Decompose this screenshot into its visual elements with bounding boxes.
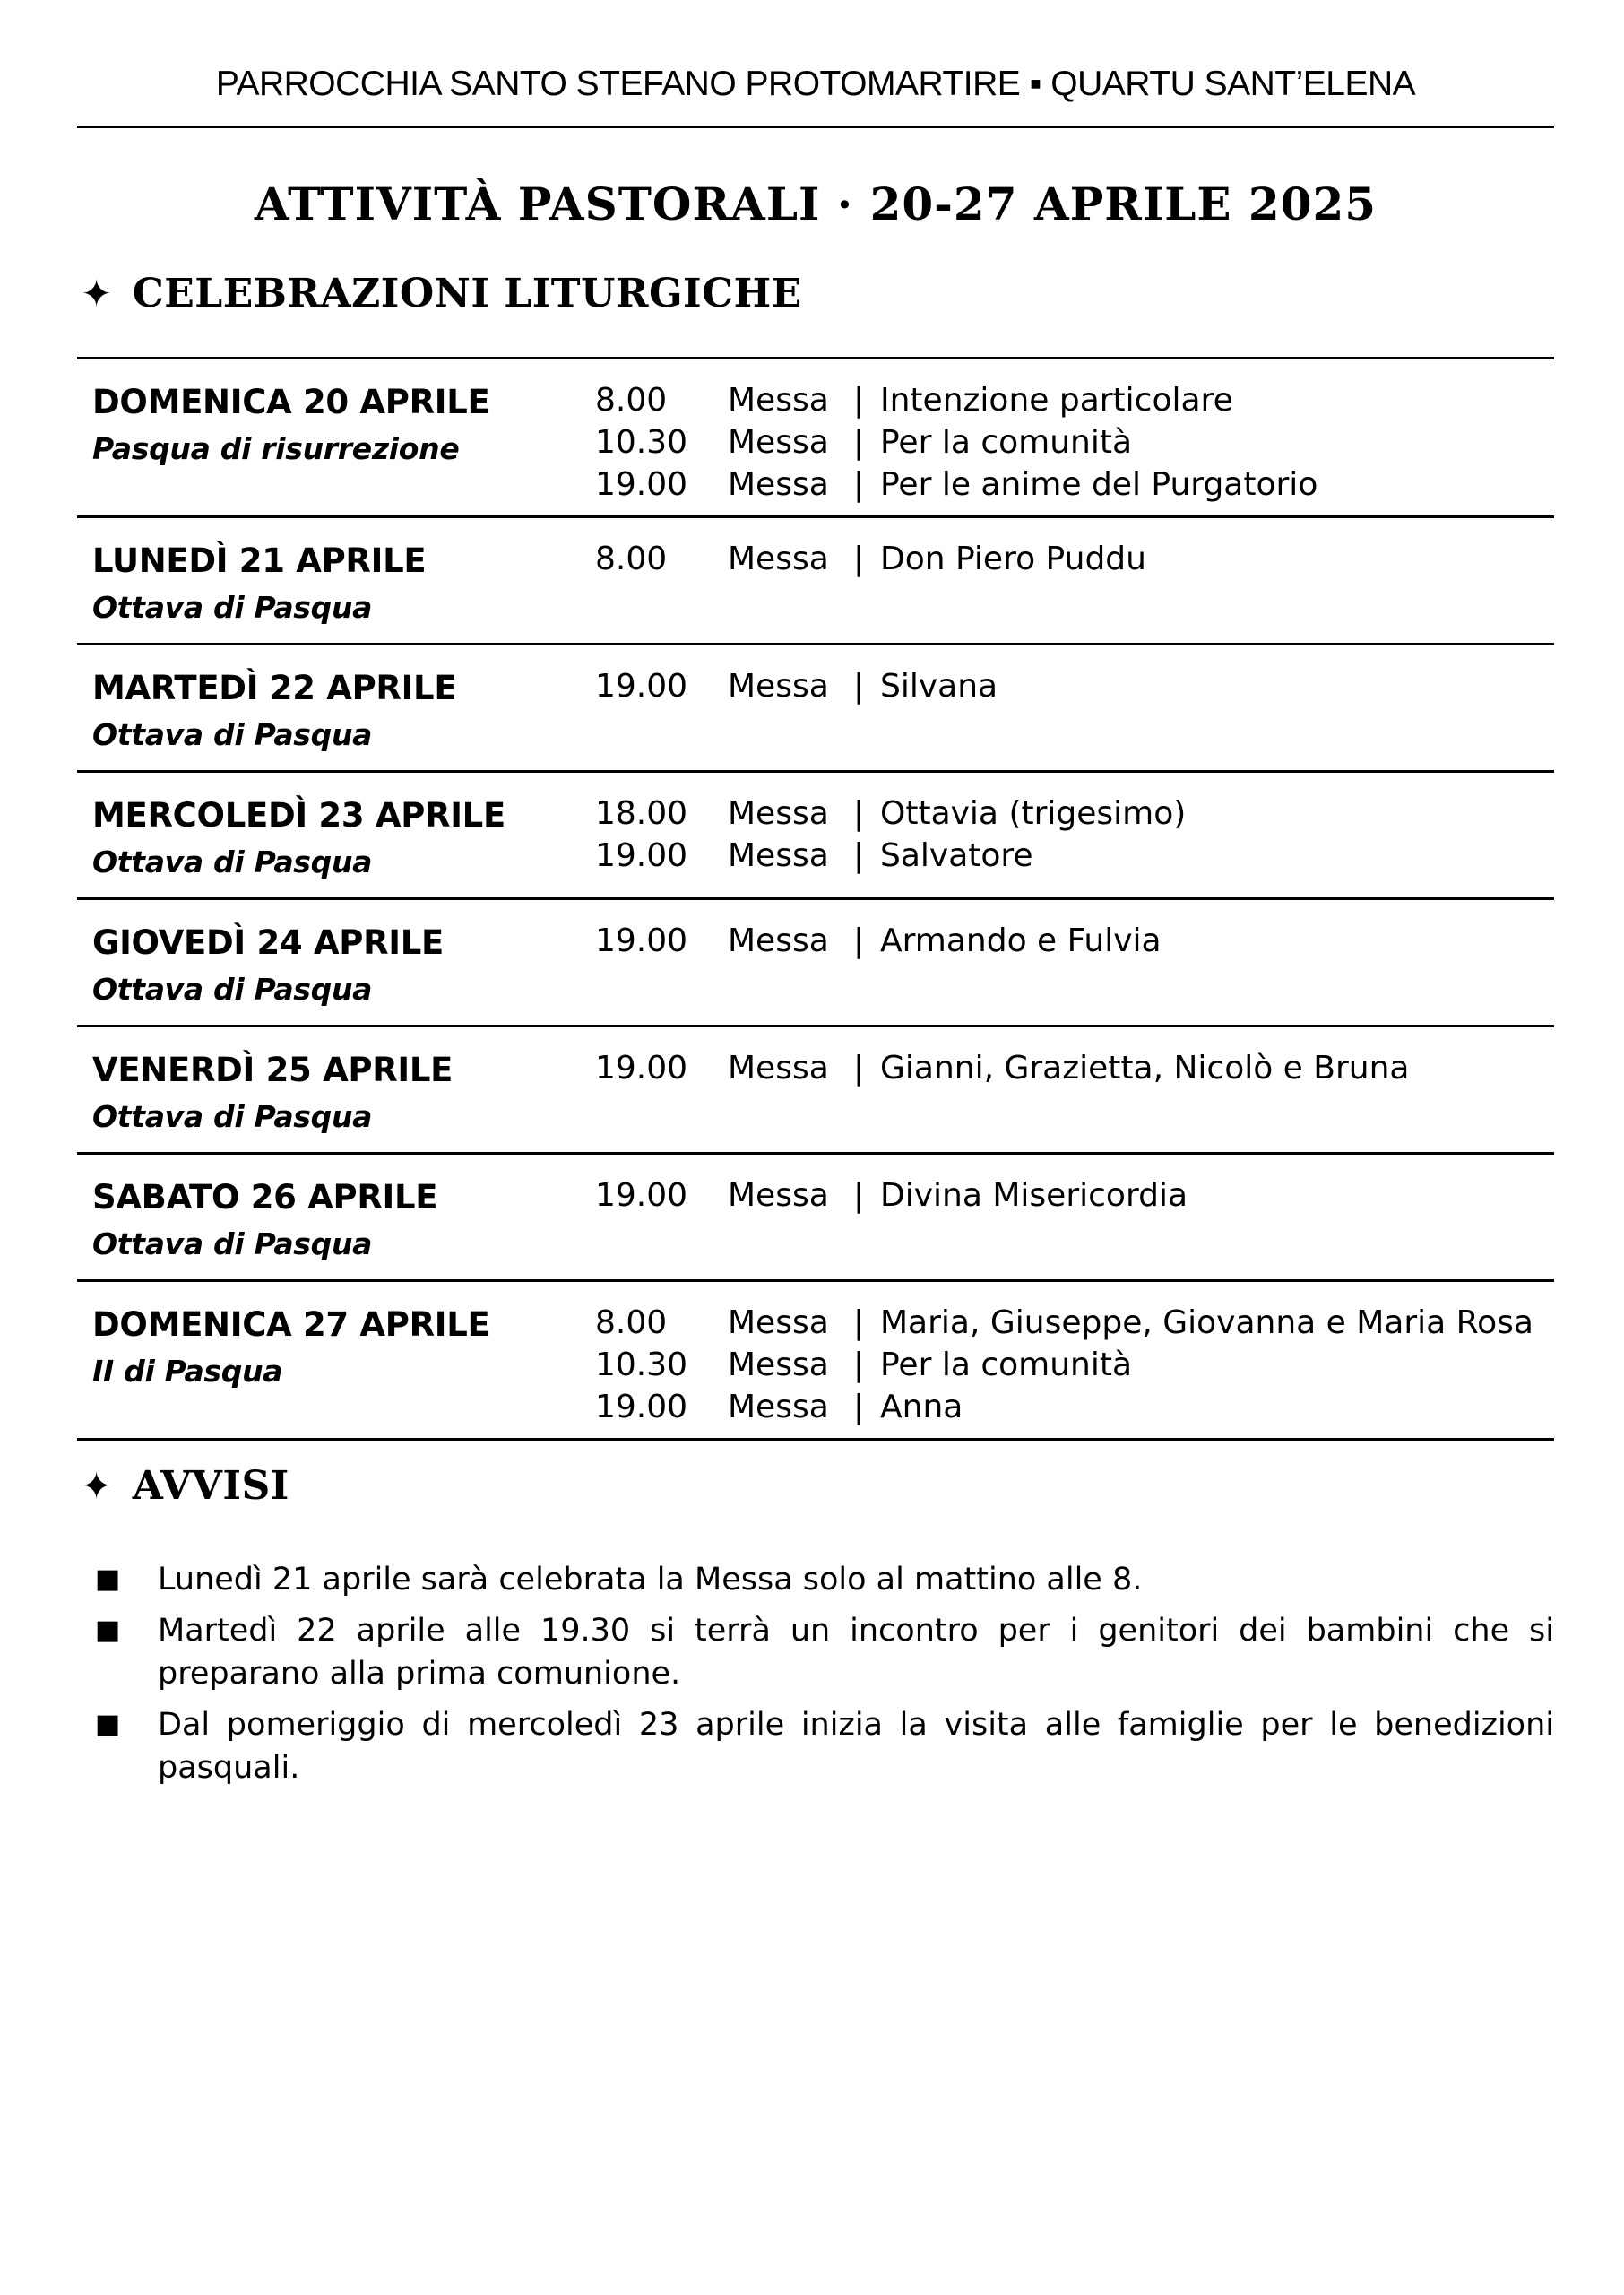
mass-time: 19.00 [595, 922, 688, 959]
mass-intention: Divina Misericordia [880, 1177, 1188, 1214]
separator: | [853, 1177, 865, 1214]
separator: | [853, 1389, 865, 1425]
mass-entry [595, 1344, 1533, 1386]
liturgical-day-subtitle: Ottava di Pasqua [92, 590, 373, 625]
page-title: ATTIVITÀ PASTORALI · 20-27 APRILE 2025 [254, 178, 1378, 230]
mass-time: 18.00 [595, 795, 688, 832]
mass-intention: Per la comunità [880, 1347, 1133, 1383]
parish-header: PARROCCHIA SANTO STEFANO PROTOMARTIRE ▪ QUARTU SANT’ELENA [215, 65, 1416, 103]
mass-entry [595, 463, 1317, 506]
liturgical-day-subtitle: Ottava di Pasqua [92, 972, 373, 1007]
notices-list [95, 1558, 1554, 1797]
mass-intention: Armando e Fulvia [880, 922, 1162, 959]
separator: | [853, 466, 865, 503]
day-label: MERCOLEDÌ 23 APRILE [92, 796, 505, 835]
liturgical-day-subtitle: Ottava di Pasqua [92, 1226, 373, 1261]
mass-type: Messa [728, 1304, 829, 1341]
mass-type: Messa [728, 382, 829, 419]
schedule-row [77, 359, 1554, 518]
square-bullet-icon: ■ [95, 1709, 121, 1740]
mass-entry [595, 379, 1317, 421]
schedule-row [77, 1155, 1554, 1282]
day-label: DOMENICA 27 APRILE [92, 1305, 490, 1344]
mass-list [595, 1047, 1409, 1089]
separator: | [853, 382, 865, 419]
mass-entry [595, 792, 1186, 835]
day-label: LUNEDÌ 21 APRILE [92, 541, 427, 580]
mass-intention: Per le anime del Purgatorio [880, 466, 1318, 503]
mass-intention: Anna [880, 1389, 963, 1425]
liturgical-day-subtitle: II di Pasqua [92, 1354, 283, 1389]
schedule-table [77, 357, 1554, 1441]
mass-time: 10.30 [595, 1347, 688, 1383]
square-bullet-icon: ■ [95, 1563, 121, 1595]
mass-time: 19.00 [595, 1050, 688, 1087]
day-label: MARTEDÌ 22 APRILE [92, 669, 457, 707]
schedule-row [77, 1282, 1554, 1441]
mass-type: Messa [728, 1347, 829, 1383]
celebrations-heading-label: CELEBRAZIONI LITURGICHE [132, 271, 802, 316]
mass-entry [595, 1174, 1188, 1217]
mass-intention: Salvatore [880, 837, 1033, 874]
mass-time: 10.30 [595, 424, 688, 461]
mass-list [595, 920, 1162, 962]
mass-intention: Intenzione particolare [880, 382, 1233, 419]
mass-intention: Ottavia (trigesimo) [880, 795, 1187, 832]
mass-intention: Silvana [880, 668, 998, 705]
mass-time: 19.00 [595, 1177, 688, 1214]
separator: | [853, 424, 865, 461]
notice-text: Martedì 22 aprile alle 19.30 si terrà un incontro per i genitori dei bambini che si preparano alla prima comunione. [158, 1613, 1554, 1692]
notices-heading [81, 1463, 289, 1509]
mass-entry [595, 1386, 1533, 1428]
mass-entry [595, 665, 998, 707]
mass-type: Messa [728, 1050, 829, 1087]
mass-intention: Maria, Giuseppe, Giovanna e Maria Rosa [880, 1304, 1533, 1341]
mass-time: 8.00 [595, 1304, 668, 1341]
mass-entry [595, 538, 1146, 580]
separator: | [853, 922, 865, 959]
separator: | [853, 1304, 865, 1341]
mass-type: Messa [728, 1389, 829, 1425]
liturgical-day-subtitle: Pasqua di risurrezione [92, 431, 460, 466]
notice-text: Lunedì 21 aprile sarà celebrata la Messa solo al mattino alle 8. [158, 1562, 1143, 1598]
mass-time: 19.00 [595, 1389, 688, 1425]
header-divider [77, 126, 1554, 128]
mass-time: 8.00 [595, 541, 668, 577]
mass-intention: Don Piero Puddu [880, 541, 1146, 577]
mass-type: Messa [728, 1177, 829, 1214]
mass-entry [595, 1047, 1409, 1089]
separator: | [853, 1347, 865, 1383]
mass-list [595, 792, 1186, 877]
liturgical-day-subtitle: Ottava di Pasqua [92, 844, 373, 879]
notices-heading-label: AVVISI [132, 1463, 289, 1509]
notice-text: Dal pomeriggio di mercoledì 23 aprile inizia la visita alle famiglie per le benedizioni pasquali. [158, 1707, 1554, 1786]
mass-entry [595, 1302, 1533, 1344]
mass-entry [595, 835, 1186, 877]
notice-item [95, 1609, 1554, 1695]
mass-time: 19.00 [595, 466, 688, 503]
separator: | [853, 1050, 865, 1087]
separator: | [853, 837, 865, 874]
schedule-row [77, 900, 1554, 1027]
schedule-row [77, 773, 1554, 900]
four-pointed-star-icon: ✦ [81, 1464, 113, 1508]
square-bullet-icon: ■ [95, 1615, 121, 1646]
notice-item [95, 1558, 1554, 1601]
liturgical-day-subtitle: Ottava di Pasqua [92, 717, 373, 752]
mass-list [595, 379, 1317, 506]
mass-intention: Per la comunità [880, 424, 1133, 461]
four-pointed-star-icon: ✦ [81, 272, 113, 316]
day-label: GIOVEDÌ 24 APRILE [92, 923, 444, 962]
liturgical-day-subtitle: Ottava di Pasqua [92, 1099, 373, 1134]
mass-type: Messa [728, 424, 829, 461]
day-label: SABATO 26 APRILE [92, 1178, 438, 1217]
mass-time: 19.00 [595, 837, 688, 874]
mass-intention: Gianni, Grazietta, Nicolò e Bruna [880, 1050, 1410, 1087]
mass-time: 19.00 [595, 668, 688, 705]
schedule-row [77, 645, 1554, 773]
mass-list [595, 665, 998, 707]
mass-time: 8.00 [595, 382, 668, 419]
notice-item [95, 1703, 1554, 1789]
schedule-row [77, 1027, 1554, 1155]
separator: | [853, 795, 865, 832]
mass-list [595, 1174, 1188, 1217]
mass-type: Messa [728, 541, 829, 577]
mass-type: Messa [728, 668, 829, 705]
celebrations-heading [81, 271, 802, 316]
day-label: VENERDÌ 25 APRILE [92, 1051, 454, 1089]
mass-type: Messa [728, 795, 829, 832]
mass-type: Messa [728, 922, 829, 959]
schedule-row [77, 518, 1554, 645]
mass-list [595, 1302, 1533, 1428]
mass-entry [595, 421, 1317, 463]
mass-type: Messa [728, 466, 829, 503]
day-label: DOMENICA 20 APRILE [92, 383, 490, 421]
separator: | [853, 668, 865, 705]
mass-entry [595, 920, 1162, 962]
mass-type: Messa [728, 837, 829, 874]
mass-list [595, 538, 1146, 580]
separator: | [853, 541, 865, 577]
